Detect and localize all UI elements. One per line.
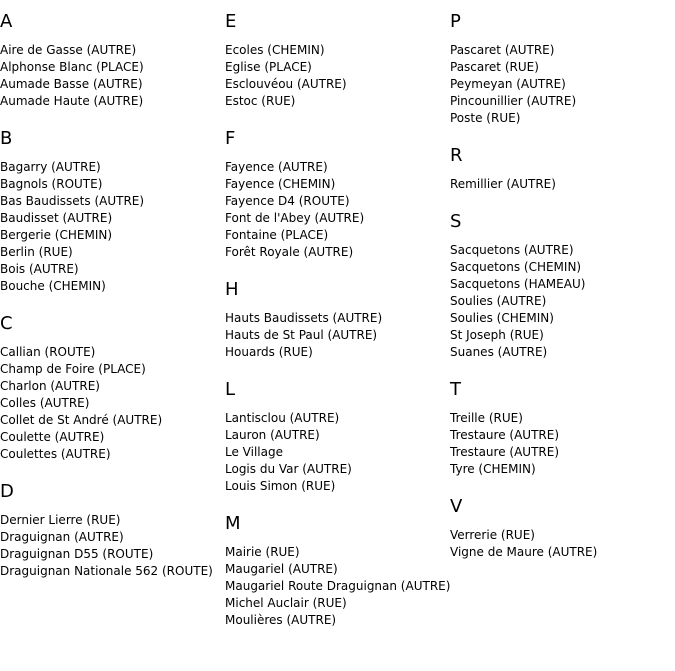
street-link[interactable]: Mairie (RUE) [225,545,300,559]
street-list [450,176,674,193]
street-link[interactable]: Treille (RUE) [450,411,523,425]
street-link[interactable]: Lauron (AUTRE) [225,428,320,442]
street-link[interactable]: Fontaine (PLACE) [225,228,329,242]
street-link[interactable]: Forêt Royale (AUTRE) [225,245,354,259]
street-link[interactable]: Trestaure (AUTRE) [450,428,560,442]
street-link[interactable]: Pascaret (AUTRE) [450,43,555,57]
street-link[interactable]: Estoc (RUE) [225,94,296,108]
street-link[interactable]: Maugariel Route Draguignan (AUTRE) [225,579,451,593]
letter-group [225,379,449,495]
street-link[interactable]: Verrerie (RUE) [450,528,535,542]
letter-group [225,128,449,261]
letter-heading: M [225,513,241,534]
street-list [225,544,449,629]
street-link[interactable]: Esclouvéou (AUTRE) [225,77,347,91]
street-list [225,159,449,261]
letter-group [450,11,674,127]
street-link[interactable]: Pascaret (RUE) [450,60,539,74]
letter-group [0,313,224,463]
street-link[interactable]: Logis du Var (AUTRE) [225,462,352,476]
street-link[interactable]: Aire de Gasse (AUTRE) [0,43,137,57]
letter-group [0,128,224,295]
street-link[interactable]: Pincounillier (AUTRE) [450,94,577,108]
letter-heading: H [225,279,239,300]
street-link[interactable]: Remillier (AUTRE) [450,177,556,191]
letter-group [450,379,674,478]
street-link[interactable]: Fayence D4 (ROUTE) [225,194,350,208]
index-column-1 [0,11,224,598]
street-list [450,42,674,127]
letter-heading: A [0,11,13,32]
street-link[interactable]: Aumade Basse (AUTRE) [0,77,143,91]
street-link[interactable]: Bois (AUTRE) [0,262,79,276]
street-link[interactable]: Draguignan (AUTRE) [0,530,124,544]
street-link[interactable]: Coulette (AUTRE) [0,430,105,444]
street-link[interactable]: Ecoles (CHEMIN) [225,43,325,57]
letter-group [0,481,224,580]
letter-group [225,11,449,110]
letter-group [225,513,449,629]
street-link[interactable]: Bagarry (AUTRE) [0,160,101,174]
letter-heading: R [450,145,463,166]
letter-group [0,11,224,110]
street-link[interactable]: Bouche (CHEMIN) [0,279,106,293]
street-link[interactable]: St Joseph (RUE) [450,328,544,342]
street-link[interactable]: Coulettes (AUTRE) [0,447,111,461]
letter-heading: E [225,11,237,32]
street-link[interactable]: Hauts de St Paul (AUTRE) [225,328,378,342]
street-link[interactable]: Vigne de Maure (AUTRE) [450,545,598,559]
street-link[interactable]: Louis Simon (RUE) [225,479,336,493]
street-link[interactable]: Aumade Haute (AUTRE) [0,94,144,108]
letter-group [450,496,674,561]
street-link[interactable]: Bergerie (CHEMIN) [0,228,113,242]
street-list [0,42,224,110]
street-link[interactable]: Font de l'Abey (AUTRE) [225,211,365,225]
street-link[interactable]: Colles (AUTRE) [0,396,90,410]
street-link[interactable]: Collet de St André (AUTRE) [0,413,163,427]
street-link[interactable]: Callian (ROUTE) [0,345,96,359]
letter-heading: S [450,211,462,232]
street-link[interactable]: Moulières (AUTRE) [225,613,337,627]
letter-heading: P [450,11,461,32]
street-link[interactable]: Draguignan Nationale 562 (ROUTE) [0,564,213,578]
street-link[interactable]: Berlin (RUE) [0,245,73,259]
street-link[interactable]: Fayence (AUTRE) [225,160,328,174]
street-link[interactable]: Soulies (AUTRE) [450,294,547,308]
street-link[interactable]: Eglise (PLACE) [225,60,312,74]
street-link[interactable]: Bas Baudissets (AUTRE) [0,194,145,208]
street-link[interactable]: Charlon (AUTRE) [0,379,100,393]
letter-group [225,279,449,361]
letter-heading: C [0,313,13,334]
street-link[interactable]: Draguignan D55 (ROUTE) [0,547,154,561]
street-link[interactable]: Alphonse Blanc (PLACE) [0,60,144,74]
street-list [0,344,224,463]
street-link[interactable]: Champ de Foire (PLACE) [0,362,146,376]
street-list [225,42,449,110]
street-link[interactable]: Sacquetons (HAMEAU) [450,277,586,291]
street-list [450,410,674,478]
index-column-2 [225,11,449,647]
letter-group [450,145,674,193]
street-link[interactable]: Bagnols (ROUTE) [0,177,103,191]
street-link[interactable]: Poste (RUE) [450,111,521,125]
street-link[interactable]: Baudisset (AUTRE) [0,211,113,225]
street-link[interactable]: Dernier Lierre (RUE) [0,513,121,527]
street-list [450,527,674,561]
street-link[interactable]: Soulies (CHEMIN) [450,311,554,325]
letter-heading: V [450,496,463,517]
street-link[interactable]: Houards (RUE) [225,345,313,359]
street-list [0,159,224,295]
street-link[interactable]: Tyre (CHEMIN) [450,462,536,476]
letter-heading: F [225,128,236,149]
street-link[interactable]: Suanes (AUTRE) [450,345,548,359]
street-link[interactable]: Michel Auclair (RUE) [225,596,347,610]
street-link[interactable]: Hauts Baudissets (AUTRE) [225,311,383,325]
street-link[interactable]: Le Village [225,445,283,459]
letter-group [450,211,674,361]
street-link[interactable]: Sacquetons (CHEMIN) [450,260,582,274]
index-column-3 [450,11,674,579]
letter-heading: D [0,481,14,502]
letter-heading: L [225,379,236,400]
street-link[interactable]: Lantisclou (AUTRE) [225,411,340,425]
street-list [225,410,449,495]
street-link[interactable]: Maugariel (AUTRE) [225,562,338,576]
letter-heading: B [0,128,13,149]
street-link[interactable]: Sacquetons (AUTRE) [450,243,574,257]
street-link[interactable]: Peymeyan (AUTRE) [450,77,566,91]
letter-heading: T [450,379,461,400]
street-link[interactable]: Fayence (CHEMIN) [225,177,336,191]
street-link[interactable]: Trestaure (AUTRE) [450,445,560,459]
street-list [0,512,224,580]
street-list [450,242,674,361]
street-list [225,310,449,361]
